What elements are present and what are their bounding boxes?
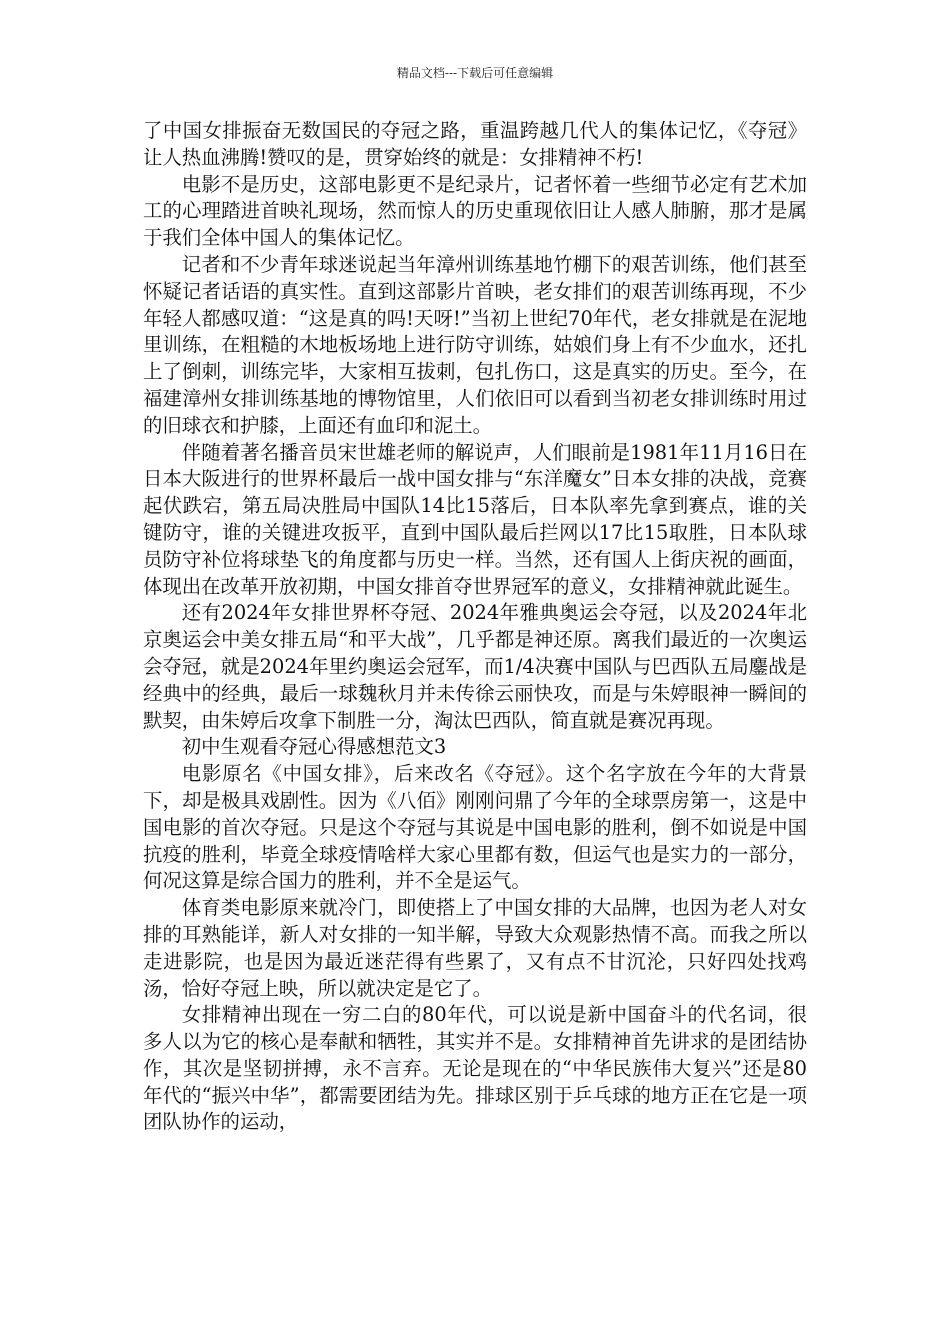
section-heading: 初中生观看夺冠心得感想范文3 (181, 735, 447, 759)
paragraph: 记者和不少青年球迷说起当年漳州训练基地竹棚下的艰苦训练，他们甚至怀疑记者话语的真实性。直到这部影片首映，老女排们的艰苦训练再现，不少年轻人都感叹道：“这是真的吗!天呀!”当初上世纪70年代，老女排就是在泥地里训练，在粗糙的木地板场地上进行防守训练，姑娘们身上有不少血水，还扎上了倒刺，训练完毕，大家相互拔刺，包扎伤口，这是真实的历史。至今，在福建漳州女排训练基地的博物馆里，人们依旧可以看到当初老女排训练时用过的旧球衣和护膝，上面还有血印和泥土。 (143, 252, 807, 437)
paragraph: 体育类电影原来就冷门，即使搭上了中国女排的大品牌，也因为老人对女排的耳熟能详，新人对女排的一知半解，导致大众观影热情不高。而我之所以走进影院，也是因为最近迷茫得有些累了，又有点不甘沉沦，只好四处找鸡汤，恰好夺冠上映，所以就决定是它了。 (143, 896, 807, 1000)
paragraph-continuation: 了中国女排振奋无数国民的夺冠之路，重温跨越几代人的集体记忆，《夺冠》让人热血沸腾!赞叹的是，贯穿始终的就是：女排精神不朽! (143, 119, 807, 169)
paragraph: 电影原名《中国女排》，后来改名《夺冠》。这个名字放在今年的大背景下，却是极具戏剧性。因为《八佰》刚刚问鼎了今年的全球票房第一，这是中国电影的首次夺冠。只是这个夺冠与其说是中国电影的胜利，倒不如说是中国抗疫的胜利，毕竟全球疫情啥样大家心里都有数，但运气也是实力的一部分，何况这算是综合国力的胜利，并不全是运气。 (143, 762, 807, 893)
document-body (143, 118, 807, 1136)
paragraph: 还有2024年女排世界杯夺冠、2024年雅典奥运会夺冠，以及2024年北京奥运会中美女排五局“和平大战”，几乎都是神还原。离我们最近的一次奥运会夺冠，就是2024年里约奥运会冠军，而1/4决赛中国队与巴西队五局鏖战是经典中的经典，最后一球魏秋月并未传徐云丽快攻，而是与朱婷眼神一瞬间的默契，由朱婷后攻拿下制胜一分，淘汰巴西队，简直就是赛况再现。 (143, 601, 807, 732)
paragraph: 电影不是历史，这部电影更不是纪录片，记者怀着一些细节必定有艺术加工的心理踏进首映礼现场，然而惊人的历史重现依旧让人感人肺腑，那才是属于我们全体中国人的集体记忆。 (143, 172, 807, 250)
page-header: 精品文档---下载后可任意编辑 (396, 66, 554, 80)
paragraph: 女排精神出现在一穷二白的80年代，可以说是新中国奋斗的代名词，很多人以为它的核心是奉献和牺牲，其实并不是。女排精神首先讲求的是团结协作，其次是坚韧拼搏，永不言弃。无论是现在的“中华民族伟大复兴”还是80年代的“振兴中华”，都需要团结为先。排球区别于乒乓球的地方正在它是一项团队协作的运动， (143, 1003, 807, 1134)
paragraph: 伴随着著名播音员宋世雄老师的解说声，人们眼前是1981年11月16日在日本大阪进行的世界杯最后一战中国女排与“东洋魔女”日本女排的决战，竞赛起伏跌宕，第五局决胜局中国队14比15落后，日本队率先拿到赛点，谁的关键防守，谁的关键进攻扳平，直到中国队最后拦网以17比15取胜，日本队球员防守补位将球垫飞的角度都与历史一样。当然，还有国人上街庆祝的画面，体现出在改革开放初期，中国女排首夺世界冠军的意义，女排精神就此诞生。 (143, 440, 807, 598)
